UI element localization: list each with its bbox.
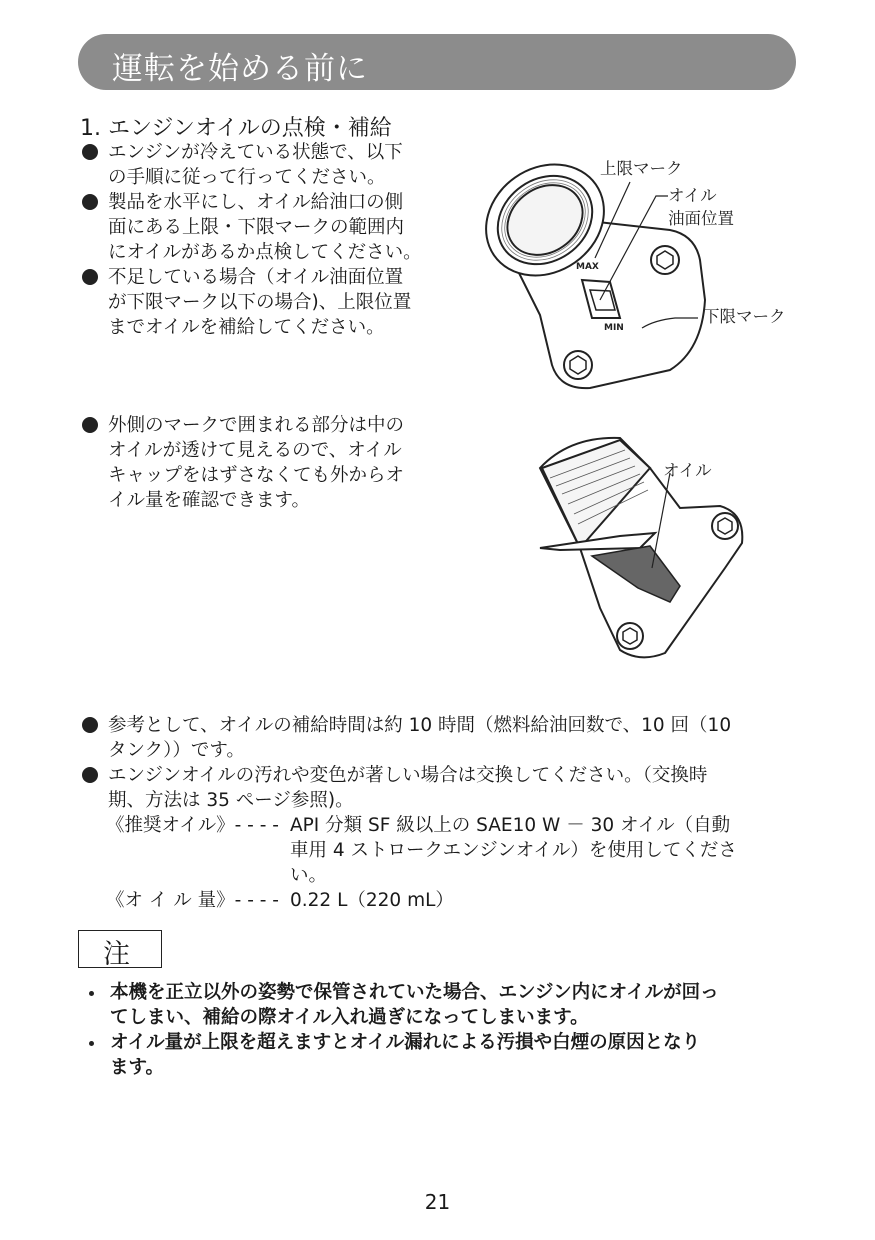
lower-mark-callout: 下限マーク xyxy=(703,307,786,326)
bullet-dot xyxy=(82,417,98,433)
recommended-oil-value xyxy=(290,813,737,888)
bullet-line: キャップをはずさなくても外からオ xyxy=(108,465,405,486)
bullet-line: の手順に従って行ってください。 xyxy=(108,167,386,188)
bullet-dot xyxy=(82,269,98,285)
oil-amount-value: 0.22 L（220 mL） xyxy=(290,890,454,911)
note-item xyxy=(80,980,810,1030)
bullet-line: にオイルがあるか点検してください。 xyxy=(108,242,422,263)
bullet-dot xyxy=(82,767,98,783)
bullet-list-middle xyxy=(80,413,470,513)
bullet-line: が下限マーク以下の場合)、上限位置 xyxy=(108,292,412,313)
note-box xyxy=(78,930,162,968)
bullet-line: 外側のマークで囲まれる部分は中の xyxy=(108,415,405,436)
spec-line: 車用 4 ストロークエンジンオイル）を使用してくださ xyxy=(290,840,737,861)
note-item xyxy=(80,1030,810,1080)
bullet-line: 期、方法は 35 ページ参照)。 xyxy=(108,790,354,811)
bolt-hole-bottom xyxy=(617,623,643,649)
bullet-line: 製品を水平にし、オイル給油口の側 xyxy=(108,192,404,213)
spec-line: い。 xyxy=(290,865,328,886)
oil-cutaway-figure xyxy=(520,428,760,668)
spec-line: API 分類 SF 級以上の SAE10 W － 30 オイル（自動 xyxy=(290,815,731,836)
bullet-item xyxy=(80,140,470,190)
max-mark-label: MAX xyxy=(576,262,599,272)
note-line: オイル量が上限を超えますとオイル漏れによる汚損や白煙の原因となり xyxy=(110,1032,701,1053)
bullet-item xyxy=(80,190,470,265)
page-title: 運転を始める前に xyxy=(112,51,368,87)
oil-level-callout-line1: オイル xyxy=(668,186,717,205)
bullet-dot xyxy=(82,194,98,210)
bullet-line: イル量を確認できます。 xyxy=(108,490,311,511)
bullet-item xyxy=(80,265,470,340)
bullet-item xyxy=(80,713,810,763)
oil-filler-level-figure xyxy=(470,150,810,395)
bullet-line: 不足している場合（オイル油面位置 xyxy=(108,267,404,288)
bullet-line: エンジンオイルの汚れや変色が著しい場合は交換してください。（交換時 xyxy=(108,765,708,786)
note-line: ます。 xyxy=(110,1057,165,1078)
bullet-line: タンク））です。 xyxy=(108,740,245,761)
bullet-line: エンジンが冷えている状態で、以下 xyxy=(108,142,403,163)
min-mark-label: MIN xyxy=(604,323,624,333)
note-bullet xyxy=(89,991,94,996)
section-header-banner xyxy=(78,34,796,90)
oil-spec-block xyxy=(106,813,806,913)
bullet-dot xyxy=(82,144,98,160)
bullet-line: オイルが透けて見えるので、オイル xyxy=(108,440,402,461)
oil-level-callout-line2: 油面位置 xyxy=(668,209,734,228)
bullet-item xyxy=(80,413,470,513)
note-list xyxy=(80,980,810,1080)
bullet-line: 参考として、オイルの補給時間は約 10 時間（燃料給油回数で、10 回（10 xyxy=(108,715,732,736)
recommended-oil-label: 《推奨オイル》- - - - xyxy=(106,815,279,836)
bullet-item xyxy=(80,763,810,813)
note-label: 注 xyxy=(103,939,130,970)
oil-callout: オイル xyxy=(663,461,712,480)
page-number: 21 xyxy=(424,1190,451,1214)
oil-amount-label: 《オ イ ル 量》- - - - xyxy=(106,890,279,911)
bolt-hole-right xyxy=(712,513,738,539)
note-bullet xyxy=(89,1041,94,1046)
bullet-line: 面にある上限・下限マークの範囲内 xyxy=(108,217,405,238)
note-line: てしまい、補給の際オイル入れ過ぎになってしまいます。 xyxy=(110,1007,589,1028)
upper-mark-callout: 上限マーク xyxy=(600,159,683,178)
section-title: 1. エンジンオイルの点検・補給 xyxy=(80,116,392,141)
bullet-list-bottom xyxy=(80,713,810,813)
bullet-dot xyxy=(82,717,98,733)
bullet-list-top xyxy=(80,140,470,340)
bullet-line: までオイルを補給してください。 xyxy=(108,317,385,338)
note-line: 本機を正立以外の姿勢で保管されていた場合、エンジン内にオイルが回っ xyxy=(110,982,719,1003)
